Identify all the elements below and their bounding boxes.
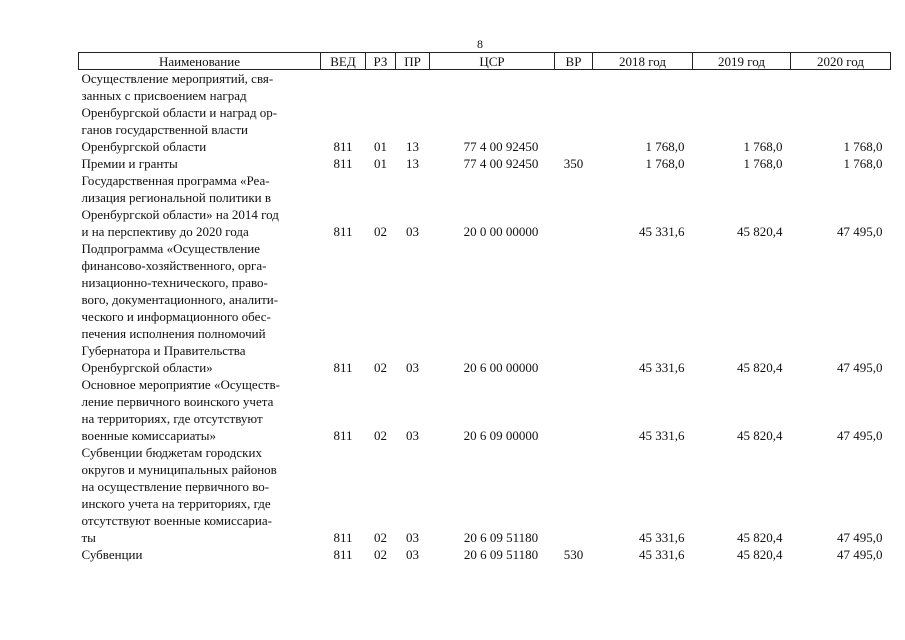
header-2018: 2018 год: [593, 53, 693, 70]
cell-pr: 03: [406, 530, 419, 545]
cell-pr: 03: [406, 360, 419, 375]
cell-ved: 811: [333, 530, 353, 545]
cell-csr: 20 6 09 51180: [463, 547, 539, 562]
cell-pr: 03: [406, 547, 419, 562]
row-name-line: Государственная программа «Реа-: [81, 173, 270, 188]
cell-rz: 02: [374, 428, 387, 443]
cell-2019: 1 768,0: [743, 139, 783, 154]
row-name-line: ганов государственной власти: [81, 122, 248, 137]
header-2019: 2019 год: [693, 53, 791, 70]
row-name-line: Губернатора и Правительства: [81, 343, 246, 358]
table-row: [79, 376, 891, 444]
cell-ved: 811: [333, 428, 353, 443]
cell-rz: 02: [374, 530, 387, 545]
row-name-line: Субвенции бюджетам городских: [81, 445, 262, 460]
cell-vr: [555, 376, 593, 444]
cell-vr: [555, 172, 593, 240]
cell-csr: 77 4 00 92450: [463, 156, 539, 171]
row-name-line: финансово-хозяйственного, орга-: [81, 258, 267, 273]
cell-2018: 45 331,6: [639, 428, 685, 443]
row-name-line: низационно-технического, право-: [81, 275, 268, 290]
cell-vr: [555, 240, 593, 376]
row-name: [79, 172, 321, 240]
row-name-line: Оренбургской области»: [81, 360, 213, 375]
row-name-line: ты: [81, 530, 96, 545]
cell-csr: 77 4 00 92450: [463, 139, 539, 154]
row-name-line: Премии и гранты: [81, 156, 178, 171]
cell-ved: 811: [333, 360, 353, 375]
row-name: [79, 546, 321, 563]
cell-2020: 1 768,0: [843, 139, 883, 154]
cell-rz: 01: [374, 156, 387, 171]
cell-pr: 03: [406, 224, 419, 239]
cell-2019: 45 820,4: [737, 224, 783, 239]
table-row: [79, 70, 891, 156]
cell-ved: 811: [333, 224, 353, 239]
header-ved: ВЕД: [321, 53, 366, 70]
budget-table: [78, 52, 891, 563]
cell-2020: 47 495,0: [837, 224, 883, 239]
table-row: [79, 546, 891, 563]
cell-vr: 350: [563, 156, 584, 171]
header-vr: ВР: [555, 53, 593, 70]
cell-csr: 20 0 00 00000: [463, 224, 539, 239]
row-name: [79, 240, 321, 376]
row-name: [79, 70, 321, 156]
row-name-line: Осуществление мероприятий, свя-: [81, 71, 274, 86]
row-name-line: военные комиссариаты»: [81, 428, 217, 443]
cell-rz: 02: [374, 360, 387, 375]
cell-2020: 47 495,0: [837, 360, 883, 375]
row-name-line: округов и муниципальных районов: [81, 462, 277, 477]
row-name-line: инского учета на территориях, где: [81, 496, 271, 511]
table-row: [79, 172, 891, 240]
row-name-line: Основное мероприятие «Осуществ-: [81, 377, 280, 392]
cell-2018: 1 768,0: [645, 139, 685, 154]
row-name-line: ление первичного воинского учета: [81, 394, 274, 409]
cell-csr: 20 6 09 00000: [463, 428, 539, 443]
table-row: [79, 444, 891, 546]
header-2020: 2020 год: [791, 53, 891, 70]
cell-2018: 1 768,0: [645, 156, 685, 171]
cell-2020: 1 768,0: [843, 156, 883, 171]
header-pr: ПР: [396, 53, 430, 70]
table-row: [79, 240, 891, 376]
row-name-line: лизация региональной политики в: [81, 190, 272, 205]
row-name-line: Оренбургской области и наград ор-: [81, 105, 278, 120]
header-name: Наименование: [79, 53, 321, 70]
cell-pr: 13: [406, 139, 419, 154]
row-name-line: ческого и информационного обес-: [81, 309, 271, 324]
table-row: [79, 155, 891, 172]
cell-rz: 01: [374, 139, 387, 154]
row-name-line: на территориях, где отсутствуют: [81, 411, 263, 426]
row-name-line: Оренбургской области» на 2014 год: [81, 207, 279, 222]
cell-2018: 45 331,6: [639, 360, 685, 375]
row-name-line: Подпрограмма «Осуществление: [81, 241, 261, 256]
cell-ved: 811: [333, 547, 353, 562]
cell-2020: 47 495,0: [837, 428, 883, 443]
row-name-line: занных с присвоением наград: [81, 88, 247, 103]
cell-ved: 811: [333, 156, 353, 171]
row-name-line: отсутствуют военные комиссариа-: [81, 513, 272, 528]
cell-2019: 45 820,4: [737, 530, 783, 545]
row-name-line: и на перспективу до 2020 года: [81, 224, 249, 239]
cell-2019: 45 820,4: [737, 360, 783, 375]
header-csr: ЦСР: [430, 53, 555, 70]
cell-csr: 20 6 09 51180: [463, 530, 539, 545]
cell-2018: 45 331,6: [639, 224, 685, 239]
row-name-line: печения исполнения полномочий: [81, 326, 266, 341]
row-name: [79, 376, 321, 444]
cell-pr: 13: [406, 156, 419, 171]
row-name-line: на осуществление первичного во-: [81, 479, 270, 494]
row-name: [79, 155, 321, 172]
cell-vr: [555, 70, 593, 156]
cell-2020: 47 495,0: [837, 530, 883, 545]
cell-2019: 1 768,0: [743, 156, 783, 171]
cell-csr: 20 6 00 00000: [463, 360, 539, 375]
row-name-line: Субвенции: [81, 547, 143, 562]
row-name-line: Оренбургской области: [81, 139, 207, 154]
cell-2018: 45 331,6: [639, 530, 685, 545]
cell-vr: 530: [563, 547, 584, 562]
cell-rz: 02: [374, 547, 387, 562]
cell-2018: 45 331,6: [639, 547, 685, 562]
row-name-line: вого, документационного, аналити-: [81, 292, 279, 307]
cell-2019: 45 820,4: [737, 547, 783, 562]
cell-2019: 45 820,4: [737, 428, 783, 443]
header-rz: РЗ: [366, 53, 396, 70]
page-number: 8: [477, 37, 483, 51]
cell-ved: 811: [333, 139, 353, 154]
cell-2020: 47 495,0: [837, 547, 883, 562]
cell-rz: 02: [374, 224, 387, 239]
table-body: [79, 70, 891, 564]
cell-pr: 03: [406, 428, 419, 443]
table-header-row: [79, 53, 891, 70]
cell-vr: [555, 444, 593, 546]
row-name: [79, 444, 321, 546]
